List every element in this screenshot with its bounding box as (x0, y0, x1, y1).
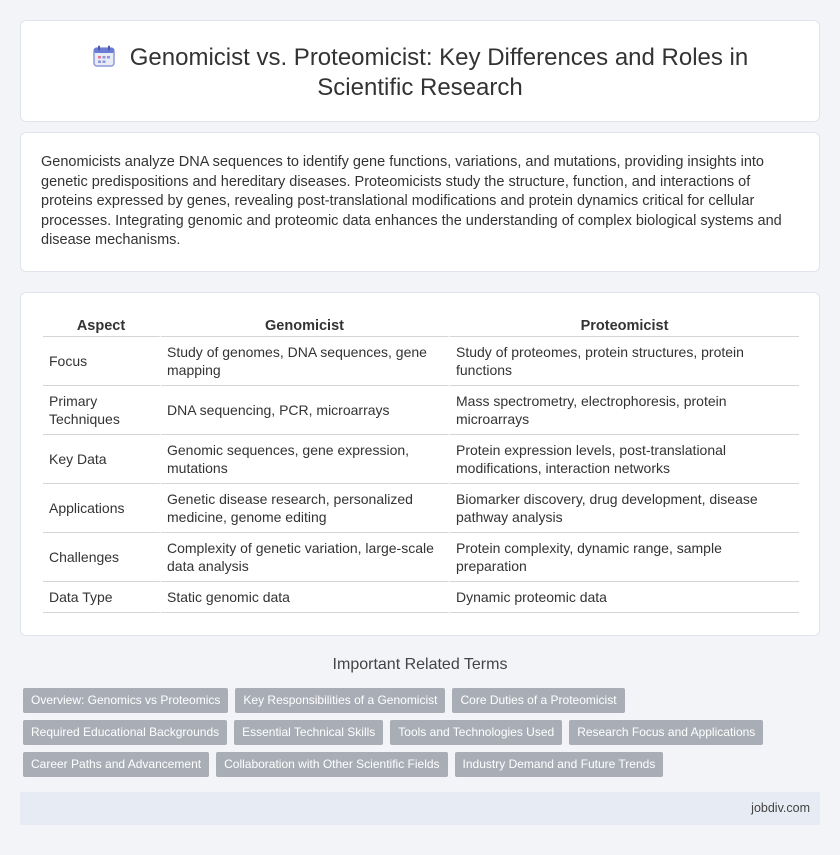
header-proteomicist: Proteomicist (450, 313, 799, 337)
header-genomicist: Genomicist (161, 313, 450, 337)
cell-proteomicist: Biomarker discovery, drug development, disease pathway analysis (450, 484, 799, 533)
tag-tools-technologies[interactable]: Tools and Technologies Used (390, 720, 562, 745)
cell-genomicist: Study of genomes, DNA sequences, gene mapping (161, 337, 450, 386)
tag-row (23, 688, 823, 720)
cell-proteomicist: Dynamic proteomic data (450, 582, 799, 613)
table-row (43, 533, 799, 582)
cell-genomicist: Static genomic data (161, 582, 450, 613)
title-line-1: Genomicist vs. Proteomicist: Key Differences and Roles in (129, 44, 749, 71)
cell-proteomicist: Protein expression levels, post-translational modifications, interaction networks (450, 435, 799, 484)
cell-aspect: Applications (43, 484, 161, 533)
footer (20, 792, 820, 825)
table-row (43, 582, 799, 613)
tag-proteomicist-duties[interactable]: Core Duties of a Proteomicist (452, 688, 624, 713)
tag-technical-skills[interactable]: Essential Technical Skills (234, 720, 383, 745)
intro-card (20, 132, 820, 272)
tag-collaboration[interactable]: Collaboration with Other Scientific Fields (216, 752, 447, 777)
cell-aspect: Data Type (43, 582, 161, 613)
title-card (20, 20, 820, 122)
footer-site-link[interactable]: jobdiv.com (751, 801, 810, 815)
cell-proteomicist: Protein complexity, dynamic range, sample preparation (450, 533, 799, 582)
title-line-2: Scientific Research (317, 74, 523, 101)
cell-genomicist: Complexity of genetic variation, large-scale data analysis (161, 533, 450, 582)
calendar-icon (92, 44, 116, 68)
tag-genomicist-responsibilities[interactable]: Key Responsibilities of a Genomicist (235, 688, 445, 713)
cell-aspect: Primary Techniques (43, 386, 161, 435)
table-row (43, 386, 799, 435)
tag-row (23, 720, 823, 752)
table-row (43, 337, 799, 386)
table-row (43, 435, 799, 484)
tag-overview[interactable]: Overview: Genomics vs Proteomics (23, 688, 228, 713)
tag-research-focus[interactable]: Research Focus and Applications (569, 720, 763, 745)
page-title (21, 43, 819, 103)
tag-educational-backgrounds[interactable]: Required Educational Backgrounds (23, 720, 227, 745)
cell-genomicist: Genomic sequences, gene expression, mutations (161, 435, 450, 484)
tag-career-paths[interactable]: Career Paths and Advancement (23, 752, 209, 777)
table-header-row (43, 313, 799, 337)
related-terms-title: Important Related Terms (332, 656, 508, 673)
related-terms-tags (23, 688, 823, 784)
cell-genomicist: DNA sequencing, PCR, microarrays (161, 386, 450, 435)
intro-text: Genomicists analyze DNA sequences to identify gene functions, variations, and mutations, providing insights into genetic predispositions and hereditary diseases. Proteomicists study the structure, function, and interactions of proteins expressed by genes, revealing post-translational modifications and protein dynamics critical for cellular processes. Integrating genomic and proteomic data enhances the understanding of complex biological systems and disease mechanisms. (41, 154, 782, 248)
cell-proteomicist: Mass spectrometry, electrophoresis, protein microarrays (450, 386, 799, 435)
comparison-table (43, 313, 799, 613)
tag-row (23, 752, 823, 784)
cell-aspect: Key Data (43, 435, 161, 484)
cell-aspect: Challenges (43, 533, 161, 582)
table-row (43, 484, 799, 533)
header-aspect: Aspect (43, 313, 161, 337)
cell-proteomicist: Study of proteomes, protein structures, protein functions (450, 337, 799, 386)
tag-industry-demand[interactable]: Industry Demand and Future Trends (455, 752, 664, 777)
cell-aspect: Focus (43, 337, 161, 386)
comparison-table-card (20, 292, 820, 636)
cell-genomicist: Genetic disease research, personalized medicine, genome editing (161, 484, 450, 533)
